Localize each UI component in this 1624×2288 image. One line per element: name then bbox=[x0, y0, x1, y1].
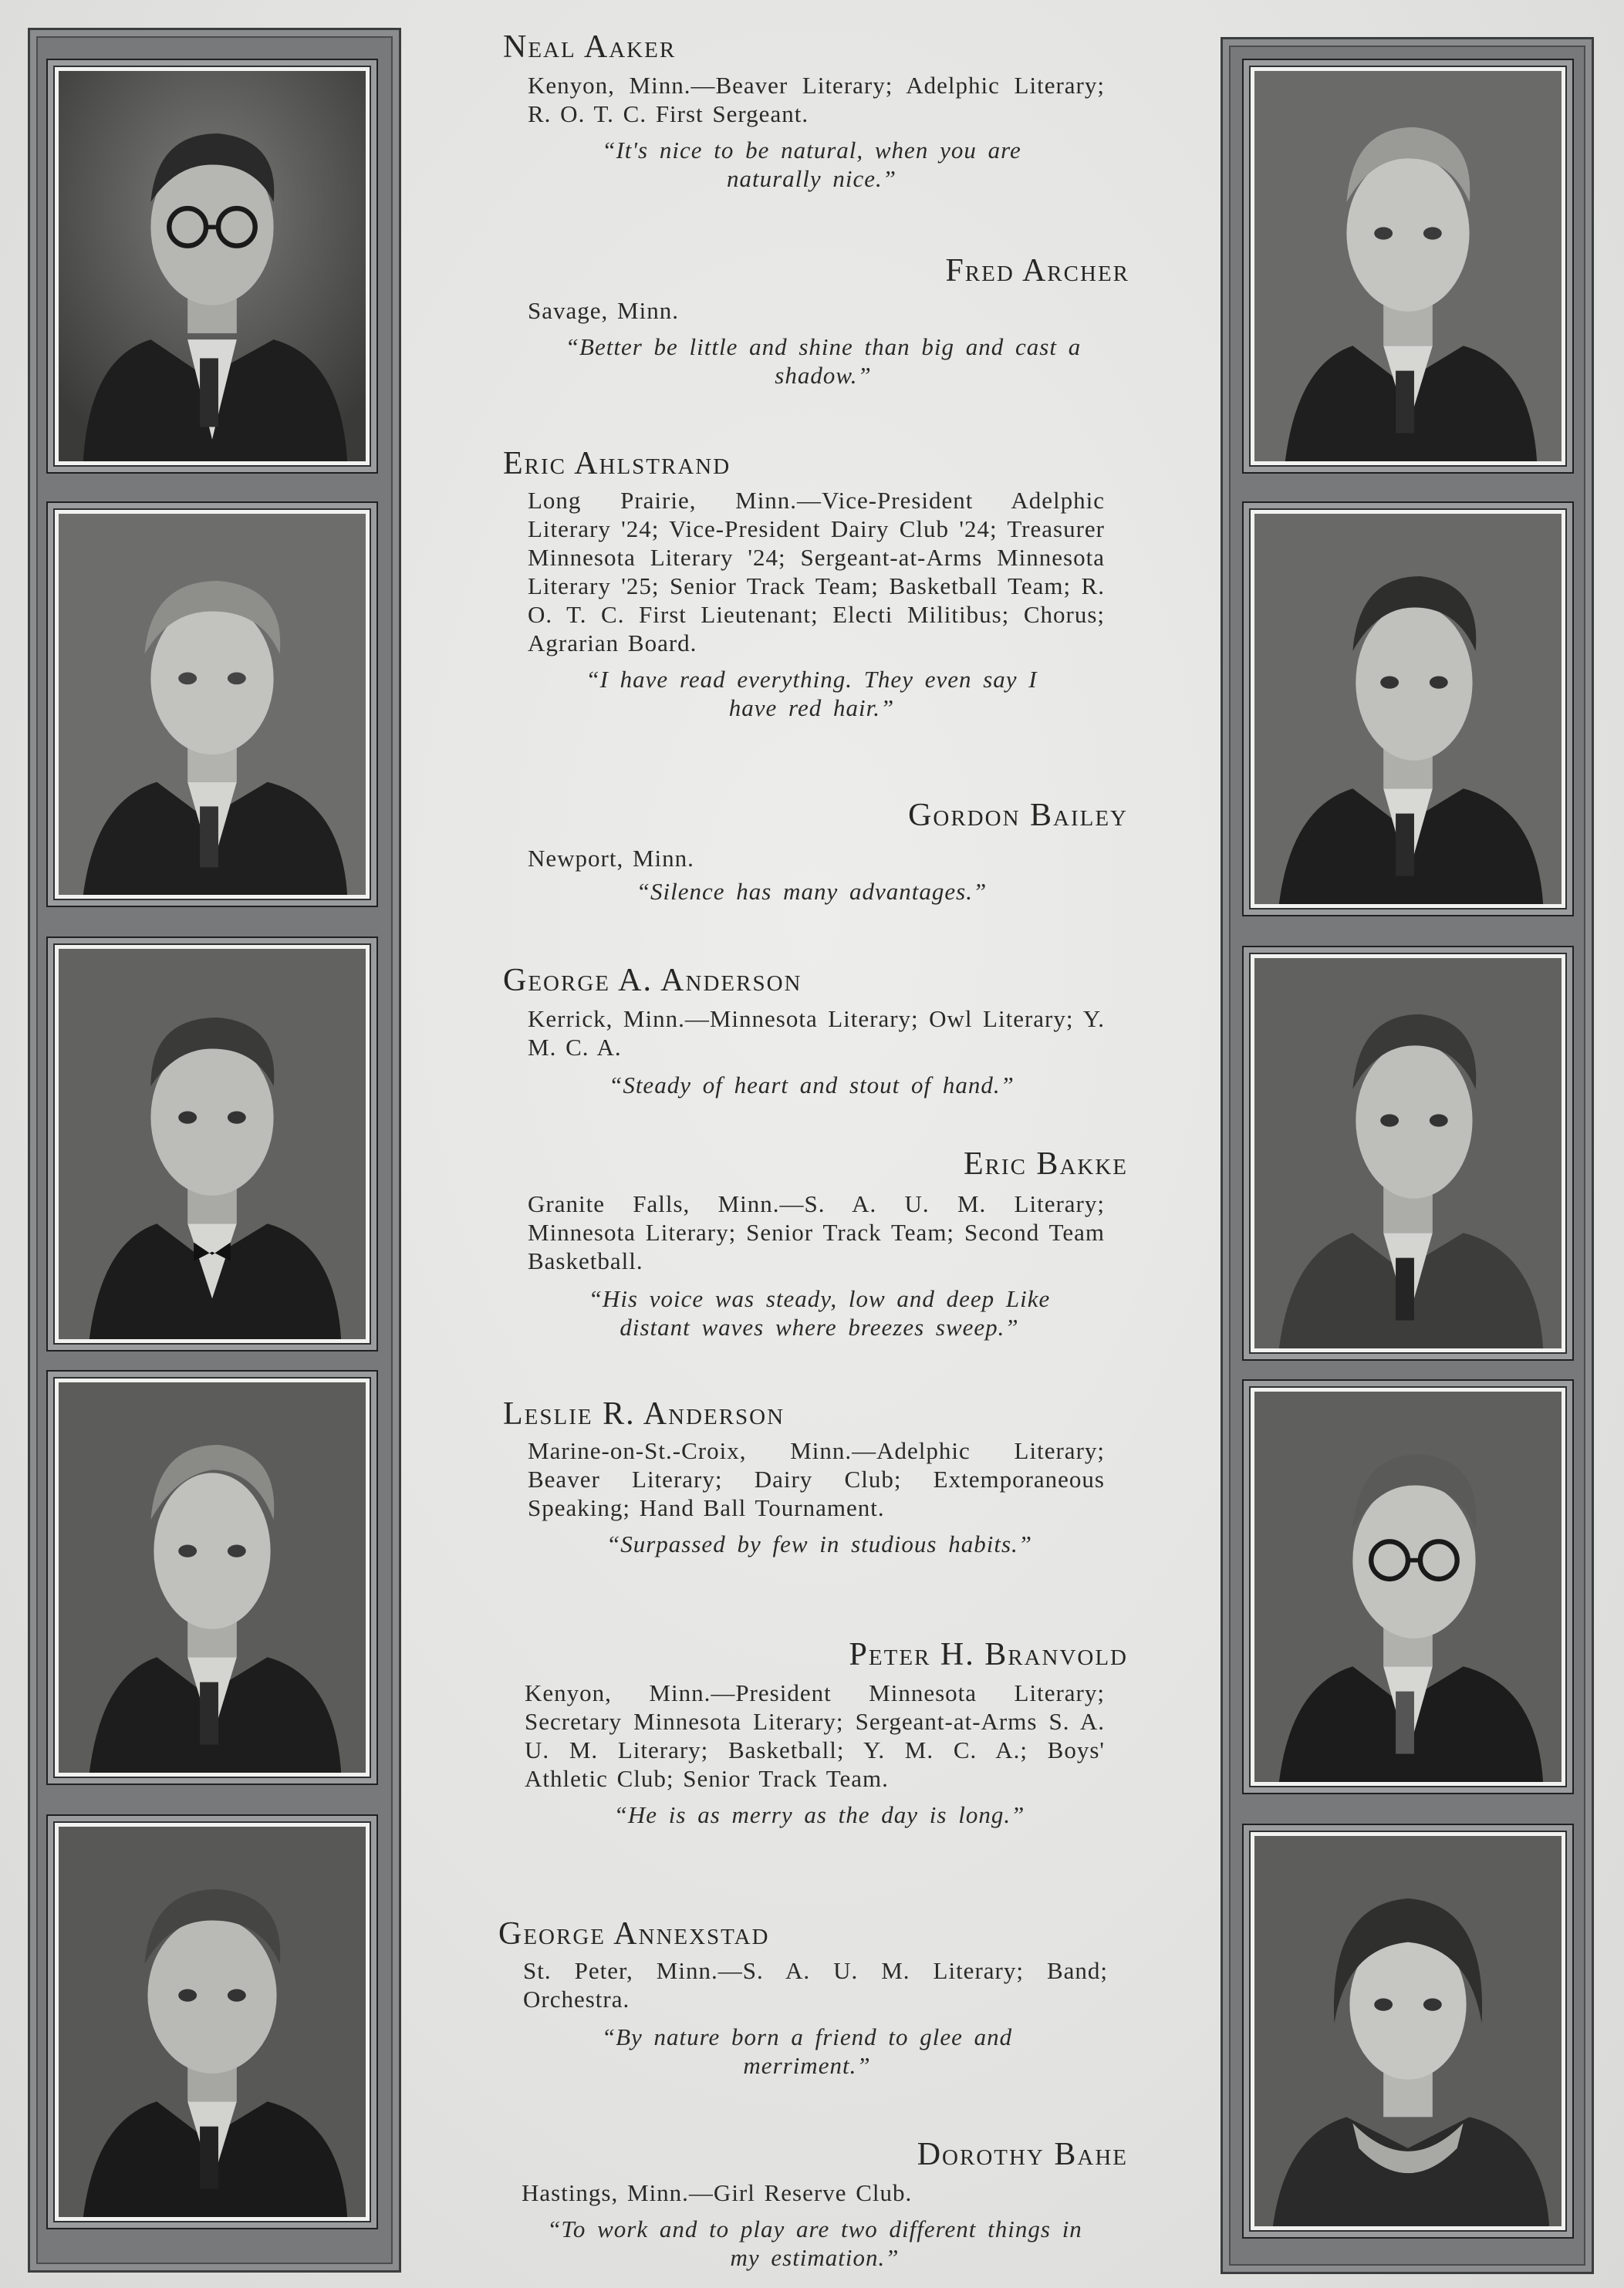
entry-eric-bakke bbox=[503, 1148, 1128, 1341]
student-quote: “Better be little and shine than big and cast a shadow.” bbox=[565, 333, 1082, 389]
student-name: George Annexstad bbox=[498, 1916, 770, 1952]
student-info: Kerrick, Minn.—Minnesota Literary; Owl Literary; Y. M. C. A. bbox=[528, 1005, 1105, 1061]
portrait-george-annexstad bbox=[46, 1814, 378, 2229]
student-info: Granite Falls, Minn.—S. A. U. M. Literary; Minnesota Literary; Senior Track Team; Second Team Basketball. bbox=[528, 1190, 1105, 1274]
student-info: Long Prairie, Minn.—Vice-President Adelphic Literary '24; Vice-President Dairy Club '24; Treasurer Minnesota Literary '24; Sergeant-at-Arms Minnesota Literary '25; Senior Track Team; Basketball Team; R. O. T. C. First Lieutenant; Electi Militibus; Chorus; Agrarian Board. bbox=[528, 487, 1105, 656]
student-name: Peter H. Branvold bbox=[849, 1637, 1128, 1672]
student-quote: “His voice was steady, low and deep Like distant waves where breezes sweep.” bbox=[588, 1285, 1051, 1341]
student-name: Dorothy Bahe bbox=[917, 2137, 1128, 2172]
student-info: Newport, Minn. bbox=[528, 845, 694, 872]
portrait-eric-bakke bbox=[1242, 946, 1574, 1361]
entry-neal-aaker bbox=[503, 31, 1105, 193]
portrait-fred-archer bbox=[1242, 59, 1574, 474]
student-name: Eric Bakke bbox=[963, 1146, 1128, 1182]
portrait-leslie-r-anderson bbox=[46, 1370, 378, 1785]
portrait-dorothy-bahe bbox=[1242, 1824, 1574, 2239]
entry-george-annexstad bbox=[498, 1918, 1108, 2080]
student-quote: “Steady of heart and stout of hand.” bbox=[609, 1071, 1015, 1098]
portrait-eric-ahlstrand bbox=[46, 501, 378, 907]
entry-eric-ahlstrand bbox=[503, 447, 1105, 722]
portrait-peter-h-branvold bbox=[1242, 1379, 1574, 1794]
student-quote: “Silence has many advantages.” bbox=[636, 878, 988, 905]
student-name: Gordon Bailey bbox=[908, 798, 1128, 833]
student-name: Leslie R. Anderson bbox=[503, 1396, 785, 1432]
student-info: Hastings, Minn.—Girl Reserve Club. bbox=[522, 2179, 913, 2206]
student-name: Eric Ahlstrand bbox=[503, 446, 731, 481]
student-info: Marine-on-St.-Croix, Minn.—Adelphic Literary; Beaver Literary; Dairy Club; Extemporaneous Speaking; Hand Ball Tournament. bbox=[528, 1437, 1105, 1521]
student-quote: “To work and to play are two different things in my estimation.” bbox=[547, 2215, 1082, 2271]
student-quote: “He is as merry as the day is long.” bbox=[613, 1801, 1025, 1828]
student-name: Fred Archer bbox=[945, 253, 1129, 289]
entry-fred-archer bbox=[503, 255, 1129, 390]
student-info: St. Peter, Minn.—S. A. U. M. Literary; Band; Orchestra. bbox=[523, 1957, 1108, 2013]
entry-george-a-anderson bbox=[503, 964, 1105, 1099]
portrait-gordon-bailey bbox=[1242, 501, 1574, 916]
student-quote: “By nature born a friend to glee and merriment.” bbox=[601, 2023, 1013, 2079]
portrait-george-a-anderson bbox=[46, 936, 378, 1352]
entry-peter-h-branvold bbox=[503, 1638, 1128, 1829]
student-quote: “Surpassed by few in studious habits.” bbox=[606, 1530, 1032, 1557]
entry-gordon-bailey bbox=[503, 799, 1128, 906]
student-info: Kenyon, Minn.—Beaver Literary; Adelphic Literary; R. O. T. C. First Sergeant. bbox=[528, 72, 1105, 127]
student-name: George A. Anderson bbox=[503, 963, 802, 998]
student-quote: “It's nice to be natural, when you are naturally nice.” bbox=[602, 137, 1021, 192]
student-quote: “I have read everything. They even say I have red hair.” bbox=[586, 666, 1038, 721]
student-name: Neal Aaker bbox=[503, 29, 677, 65]
entry-dorothy-bahe bbox=[498, 2138, 1128, 2272]
student-info: Kenyon, Minn.—President Minnesota Literary; Secretary Minnesota Literary; Sergeant-at-Arms S. A. U. M. Literary; Basketball; Y. M. C. A.; Boys' Athletic Club; Senior Track Team. bbox=[525, 1679, 1105, 1792]
portrait-neal-aaker bbox=[46, 59, 378, 474]
entry-leslie-r-anderson bbox=[503, 1398, 1105, 1558]
student-info: Savage, Minn. bbox=[528, 297, 679, 324]
